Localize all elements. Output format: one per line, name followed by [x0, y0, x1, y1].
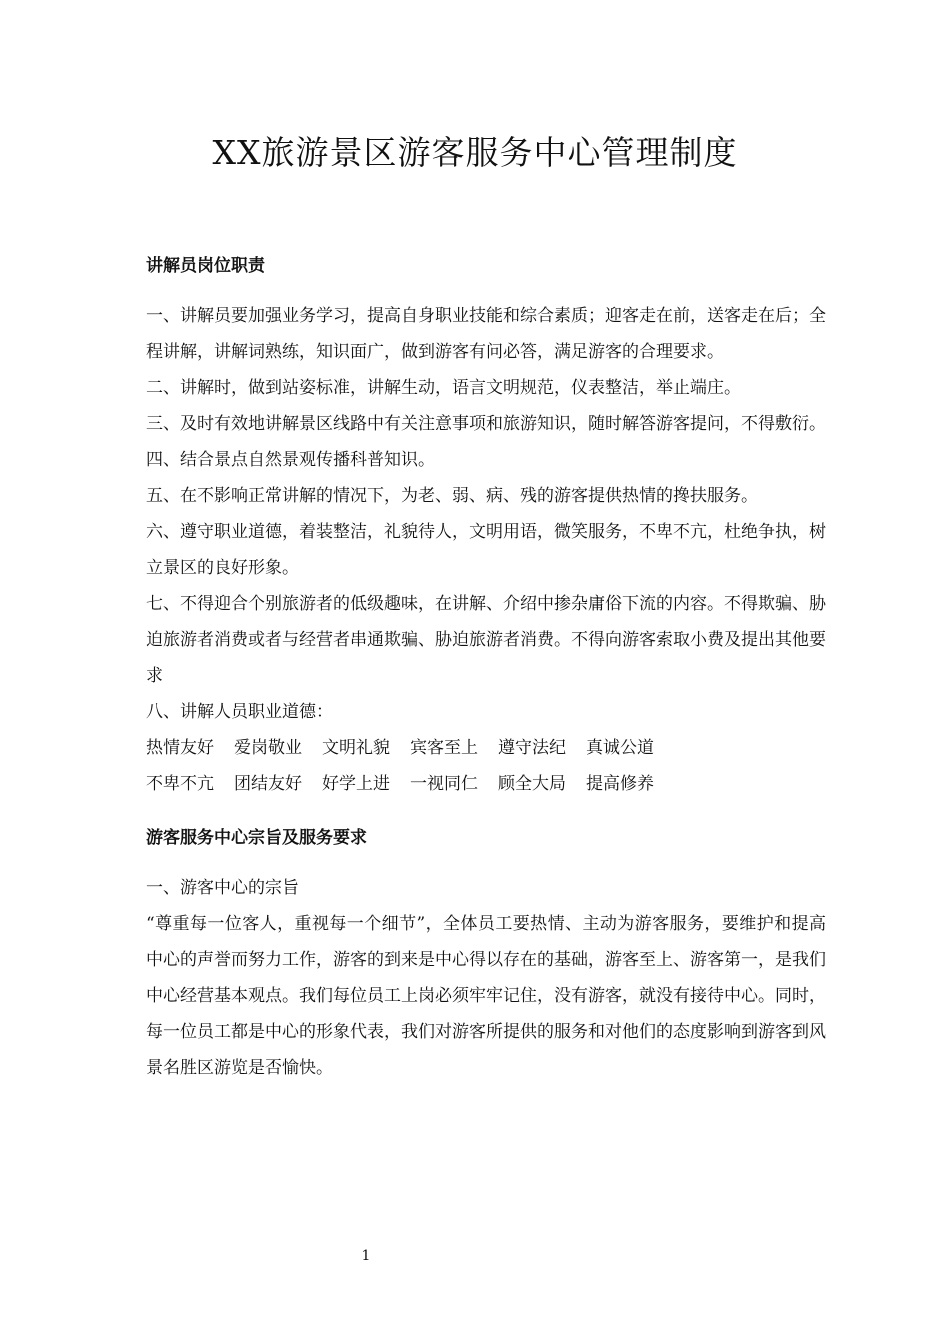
- paragraph: 二、讲解时，做到站姿标准，讲解生动，语言文明规范，仪表整洁，举止端庄。: [146, 378, 741, 398]
- paragraph: 八、讲解人员职业道德：: [146, 702, 333, 722]
- ethics-value: 爱岗敬业: [234, 738, 302, 758]
- paragraph: 七、不得迎合个别旅游者的低级趣味，在讲解、介绍中掺杂庸俗下流的内容。不得欺骗、胁迫旅游者消费或者与经营者串通欺骗、胁迫旅游者消费。不得向游客索取小费及提出其他要求: [146, 594, 826, 686]
- ethics-value: 团结友好: [234, 774, 302, 794]
- ethics-value: 一视同仁: [410, 774, 478, 794]
- ethics-value: 好学上进: [322, 774, 390, 794]
- paragraph: 一、讲解员要加强业务学习，提高自身职业技能和综合素质；迎客走在前，送客走在后；全程讲解，讲解词熟练，知识面广，做到游客有问必答，满足游客的合理要求。: [146, 306, 826, 362]
- document-title: XX旅游景区游客服务中心管理制度: [212, 133, 738, 172]
- paragraph: 六、遵守职业道德，着装整洁，礼貌待人，文明用语，微笑服务，不卑不亢，杜绝争执，树立景区的良好形象。: [146, 522, 826, 578]
- document-body: [146, 248, 826, 1086]
- paragraph: 四、结合景点自然景观传播科普知识。: [146, 450, 435, 470]
- paragraph: 五、在不影响正常讲解的情况下，为老、弱、病、残的游客提供热情的搀扶服务。: [146, 486, 758, 506]
- section-guide-duties: [146, 248, 826, 802]
- section-heading: 讲解员岗位职责: [146, 256, 265, 276]
- section-heading: 游客服务中心宗旨及服务要求: [146, 828, 367, 848]
- ethics-values-row: [146, 766, 826, 802]
- paragraph: 一、游客中心的宗旨: [146, 878, 299, 898]
- ethics-values-row: [146, 730, 826, 766]
- ethics-value: 遵守法纪: [498, 738, 566, 758]
- section-center-purpose: [146, 820, 826, 1086]
- ethics-value: 提高修养: [586, 774, 654, 794]
- ethics-value: 真诚公道: [586, 738, 654, 758]
- page-number: 1: [361, 1248, 371, 1264]
- ethics-value: 热情友好: [146, 738, 214, 758]
- ethics-value: 不卑不亢: [146, 774, 214, 794]
- ethics-value: 文明礼貌: [322, 738, 390, 758]
- ethics-value: 顾全大局: [498, 774, 566, 794]
- paragraph: 三、及时有效地讲解景区线路中有关注意事项和旅游知识，随时解答游客提问，不得敷衍。: [146, 414, 826, 434]
- paragraph: “尊重每一位客人，重视每一个细节”，全体员工要热情、主动为游客服务，要维护和提高中心的声誉而努力工作，游客的到来是中心得以存在的基础，游客至上、游客第一，是我们中心经营基本观点。我们每位员工上岗必须牢牢记住，没有游客，就没有接待中心。同时，每一位员工都是中心的形象代表，我们对游客所提供的服务和对他们的态度影响到游客到风景名胜区游览是否愉快。: [146, 914, 826, 1078]
- ethics-value: 宾客至上: [410, 738, 478, 758]
